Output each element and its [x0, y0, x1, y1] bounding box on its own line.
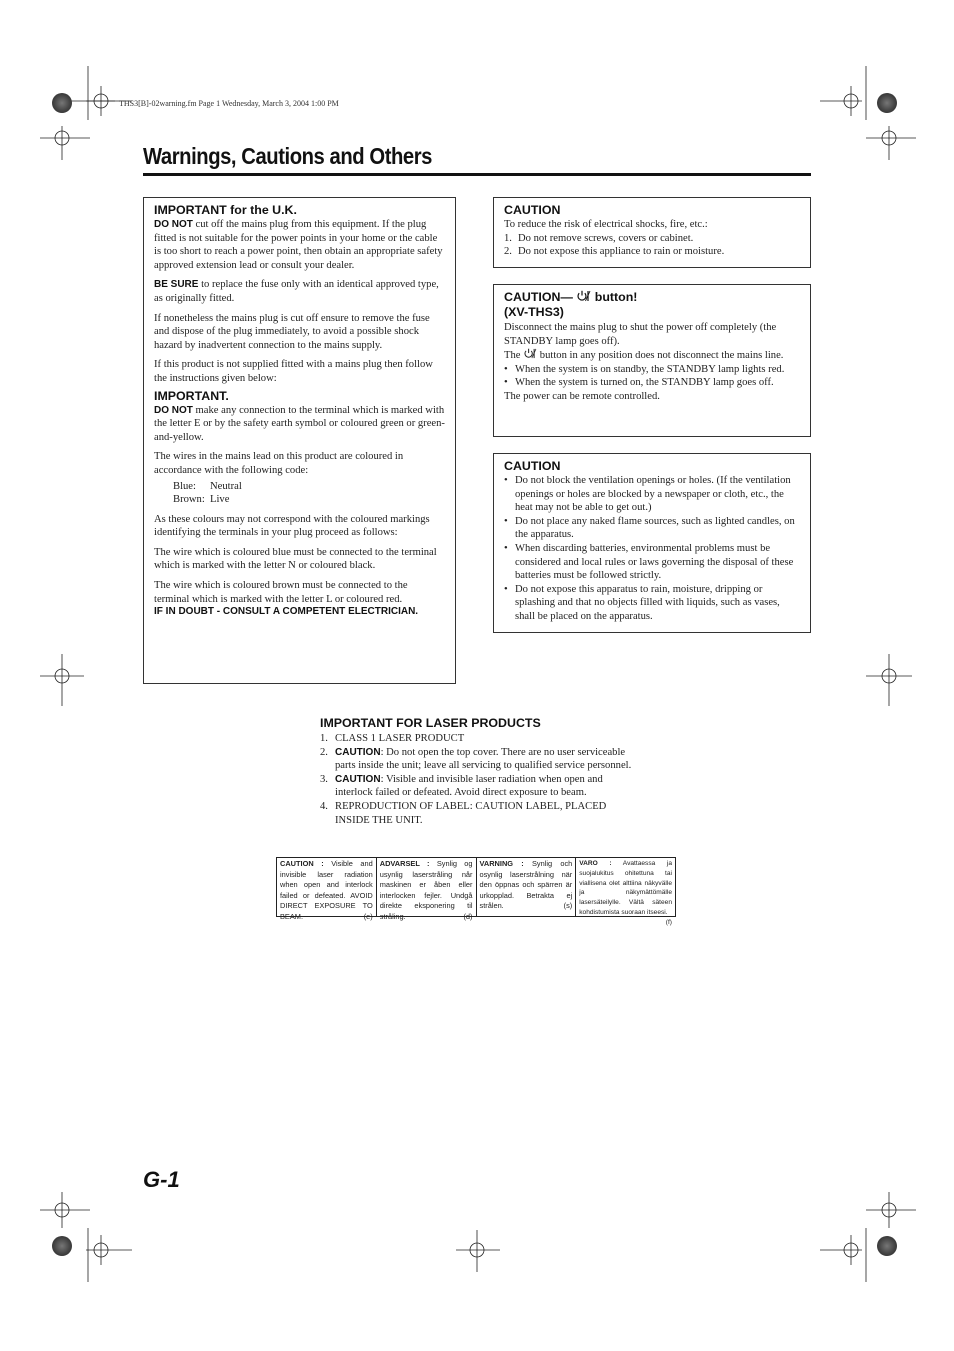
- keyword: DO NOT: [154, 404, 193, 416]
- label-code: (d): [463, 911, 473, 921]
- standby-paragraph-3: The power can be remote controlled.: [504, 390, 660, 402]
- bullet: •: [504, 583, 508, 595]
- laser-heading: IMPORTANT FOR LASER PRODUCTS: [320, 716, 541, 730]
- caution-standby-model: (XV-THS3): [504, 305, 564, 319]
- laser-list: [320, 732, 640, 827]
- bullet: •: [504, 363, 508, 375]
- list-item: [504, 583, 800, 624]
- label-cell-swedish: [477, 858, 577, 916]
- standby-power-icon: [576, 290, 591, 302]
- item-text: When the system is turned on, the STANDBY lamp goes off.: [515, 377, 774, 389]
- standby-bullets: [504, 363, 800, 390]
- item-number: 3.: [320, 773, 328, 785]
- caution-list: [504, 232, 800, 259]
- code-value: Live: [210, 494, 230, 506]
- label-text: Synlig og usynlig laserstråling når maskinen er åben eller interlocken fejler. Undgå direkte eksponering til stråling.: [379, 859, 473, 921]
- label-code: (e): [363, 911, 373, 921]
- uk-paragraph-6: The wires in the mains lead on this product are coloured in accordance with the following code:: [154, 451, 404, 476]
- wire-colour-code: [173, 480, 445, 507]
- keyword: BE SURE: [154, 279, 199, 291]
- text: button in any position does not disconnect the mains line.: [539, 350, 784, 362]
- list-item: [320, 773, 640, 800]
- caution-heading: CAUTION: [504, 203, 561, 217]
- registration-dot: [52, 1236, 72, 1256]
- list-item: [504, 474, 800, 515]
- list-item: [320, 800, 640, 827]
- uk-important-box: [143, 197, 456, 684]
- heading-text: CAUTION—: [504, 290, 573, 304]
- label-text: Visible and invisible laser radiation when open and interlock failed or defeated. AVOID DIRECT EXPOSURE TO BEAM.: [280, 859, 373, 921]
- heading-text: button!: [594, 290, 638, 304]
- uk-paragraph-10: IF IN DOUBT - CONSULT A COMPETENT ELECTRICIAN.: [154, 606, 419, 618]
- item-text: : Visible and invisible laser radiation when open and interlock failed or defeated. Avoid direct exposure to beam.: [335, 773, 603, 799]
- bullet: •: [504, 542, 508, 554]
- list-item: [320, 732, 640, 746]
- keyword: DO NOT: [154, 219, 193, 230]
- label-cell-english: [277, 858, 377, 921]
- registration-dot: [877, 1236, 897, 1256]
- bullet: •: [504, 475, 508, 486]
- standby-paragraph-2: [504, 348, 800, 363]
- item-number: 4.: [320, 800, 328, 812]
- label-code: (f): [665, 918, 672, 926]
- text: to replace the fuse only with an identical approved type, as originally fitted.: [154, 279, 439, 304]
- uk-paragraph-7: As these colours may not correspond with the coloured markings identifying the terminals in your plug proceed as follows:: [154, 513, 430, 539]
- caution-box-standby: [493, 284, 811, 437]
- list-item: [504, 232, 800, 246]
- standby-power-icon: [523, 348, 537, 359]
- caution-heading: CAUTION: [504, 459, 561, 473]
- uk-paragraph-1: [154, 218, 445, 272]
- uk-box-heading-2: IMPORTANT.: [154, 388, 229, 403]
- item-text: REPRODUCTION OF LABEL: CAUTION LABEL, PLACED INSIDE THE UNIT.: [335, 800, 607, 826]
- uk-paragraph-9: The wire which is coloured brown must be connected to the terminal which is marked with the letter L or coloured red.: [154, 580, 408, 605]
- uk-box-heading: IMPORTANT for the U.K.: [154, 203, 297, 217]
- page-number: G-1: [143, 1167, 180, 1192]
- item-text: Do not block the ventilation openings or holes. (If the ventilation openings or holes are blocked by a newspaper or cloth, etc., the heat may not be able to get out.): [515, 475, 791, 514]
- uk-paragraph-3: If nonetheless the mains plug is cut off ensure to remove the fuse and dispose of the plug immediately, to avoid a possible shock hazard by inadvertent connection to the mains supply.: [154, 312, 430, 351]
- code-row-blue: [173, 480, 445, 494]
- label-text: Avattaessa ja suojalukitus ohitettuna tai viallisena olet alttiina näkyvälle ja näkymättömälle lasersäteilylle. Vältä säteen kohdistumista suoraan itseesi.: [579, 860, 672, 916]
- registration-dot: [52, 93, 72, 113]
- list-item: [504, 245, 800, 259]
- item-number: 2.: [504, 246, 512, 258]
- caution-label-reproduction: [276, 857, 676, 926]
- item-text: Do not remove screws, covers or cabinet.: [518, 232, 694, 244]
- uk-paragraph-8: The wire which is coloured blue must be connected to the terminal which is marked with the letter N or coloured black.: [154, 546, 437, 572]
- text: cut off the mains plug from this equipment. If the plug fitted is not suitable for the power points in your home or the cable is too short to reach a power point, then obtain an appropriate safety approved extension lead or consult your dealer.: [154, 219, 443, 271]
- keyword: CAUTION: [335, 746, 381, 758]
- text: make any connection to the terminal which is marked with the letter E or by the safety earth symbol or coloured green or green-and-yellow.: [154, 404, 445, 443]
- code-key: Brown:: [173, 494, 205, 506]
- bullet: •: [504, 377, 508, 389]
- list-item: [504, 363, 800, 377]
- caution-bullets: [504, 474, 800, 624]
- standby-paragraph-1: Disconnect the mains plug to shut the power off completely (the STANDBY lamp goes off).: [504, 322, 777, 347]
- keyword: CAUTION: [335, 773, 381, 785]
- label-code: (s): [563, 901, 573, 910]
- item-number: 1.: [320, 733, 328, 744]
- code-row-brown: [173, 493, 445, 507]
- text: The: [504, 350, 521, 362]
- bullet: •: [504, 515, 508, 527]
- item-text: : Do not open the top cover. There are no user serviceable parts inside the unit; leave all servicing to qualified service personnel.: [335, 746, 632, 772]
- label-keyword: CAUTION :: [280, 859, 324, 868]
- item-text: When discarding batteries, environmental problems must be considered and local rules or laws governing the disposal of these batteries must be followed strictly.: [515, 542, 794, 582]
- item-number: 1.: [504, 232, 512, 244]
- caution-box-3: [493, 453, 811, 633]
- registration-dot: [877, 93, 897, 113]
- uk-paragraph-4: If this product is not supplied fitted with a mains plug then follow the instructions given below:: [154, 359, 433, 384]
- label-cell-finnish: [576, 858, 675, 926]
- file-header: THS3[B]-02warning.fm Page 1 Wednesday, March 3, 2004 1:00 PM: [119, 99, 339, 108]
- label-keyword: VARNING :: [479, 859, 524, 868]
- page-title: Warnings, Cautions and Others: [143, 143, 432, 169]
- laser-products-section: [320, 716, 640, 827]
- item-text: Do not expose this apparatus to rain, moisture, dripping or splashing and that no objects filled with liquids, such as vases, shall be placed on the apparatus.: [515, 583, 780, 622]
- item-text: Do not place any naked flame sources, such as lighted candles, on the apparatus.: [515, 515, 795, 541]
- uk-paragraph-2: [154, 278, 445, 305]
- title-rule: [143, 173, 811, 176]
- uk-paragraph-5: [154, 404, 445, 445]
- list-item: [504, 542, 800, 583]
- list-item: [504, 376, 800, 390]
- caution-intro: To reduce the risk of electrical shocks, fire, etc.:: [504, 219, 708, 230]
- label-keyword: VARO :: [579, 860, 612, 867]
- item-text: Do not expose this appliance to rain or moisture.: [518, 246, 725, 258]
- caution-standby-heading: [504, 290, 800, 305]
- item-text: CLASS 1 LASER PRODUCT: [335, 733, 465, 744]
- item-text: When the system is on standby, the STANDBY lamp lights red.: [515, 363, 785, 375]
- list-item: [504, 515, 800, 542]
- code-value: Neutral: [210, 480, 242, 492]
- list-item: [320, 746, 640, 773]
- label-text: Synlig och osynlig laserstrålning när den öppnas och spärren är urkopplad. Betrakta ej strålen.: [479, 859, 573, 910]
- label-cell-danish: [377, 858, 477, 921]
- item-number: 2.: [320, 746, 328, 758]
- caution-box-1: [493, 197, 811, 268]
- label-keyword: ADVARSEL :: [379, 859, 430, 868]
- code-key: Blue:: [173, 480, 196, 492]
